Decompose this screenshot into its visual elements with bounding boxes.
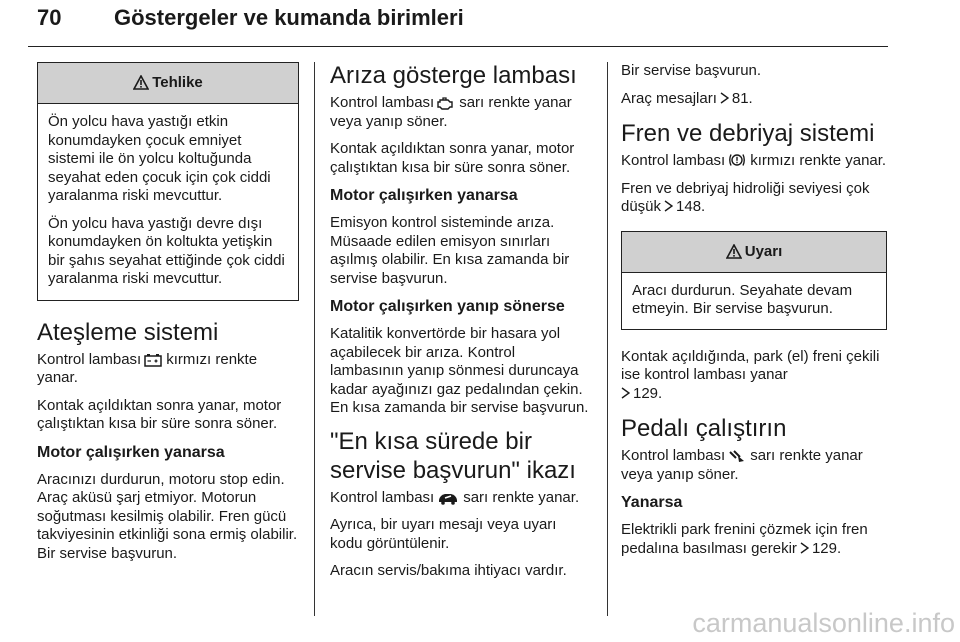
danger-text-1: Ön yolcu hava yastığı etkin konumdayken çocuk emniyet sistemi ile ön yolcu koltuğunda seyahat eden çocuk için çok ciddi yaralanma riski mevcuttur. [48,113,271,204]
pedal-icon [728,449,746,463]
paragraph: Kontak açıldığında, park (el) freni çekili ise kontrol lambası yanar 129. [621,347,880,402]
paragraph: Kontrol lambası kırmızı renkte yanar. [37,350,258,386]
engine-icon [437,96,455,110]
cross-reference-icon [720,92,729,104]
warning-triangle-icon [133,75,149,90]
paragraph: Kontrol lambası sarı renkte yanar. [330,488,580,506]
warning-box [621,231,887,330]
page-header [28,0,888,47]
watermark: carmanualsonline.info [692,608,955,638]
paragraph: Araç mesajları 81. [621,89,753,107]
paragraph: Kontrol lambası kırmızı renkte yanar. [621,152,887,169]
danger-box-header [38,63,298,104]
section-title: Arıza gösterge lambası [330,62,577,89]
paragraph: Aracın servis/bakıma ihtiyacı vardır. [330,562,567,579]
cross-reference-icon [800,542,809,554]
brake-icon [728,152,746,168]
danger-text-2: Ön yolcu hava yastığı devre dışı konumdayken ön koltukta yetişkin bir şahıs seyahat ettiğinde çok ciddi yaralanma riski mevcuttur. [48,214,285,287]
paragraph: Kontrol lambası sarı renkte yanar veya yanıp söner. [621,447,863,483]
page-number: 70 [37,5,62,30]
section-title: Ateşleme sistemi [37,318,219,346]
paragraph: Bir servise başvurun. [621,62,762,79]
paragraph: Aracınızı durdurun, motoru stop edin. Araç aküsü şarj etmiyor. Motorun soğutması kesilmiş olabilir. Fren gücü takviyesinin etkinliği sona ermiş olabilir. Bir servise başvurun. [37,470,298,562]
wrench-car-icon [437,491,459,505]
danger-box-title: Tehlike [152,74,203,91]
paragraph: Fren ve debriyaj hidroliği seviyesi çok düşük 148. [621,179,870,215]
subsection-title: Yanarsa [621,494,683,511]
section-title: Pedalı çalıştırın [621,415,787,442]
cross-reference-icon [621,387,630,399]
subsection-title: Motor çalışırken yanarsa [37,443,225,461]
page-title: Göstergeler ve kumanda birimleri [114,5,464,30]
warning-box-header [622,232,886,273]
paragraph: Kontak açıldıktan sonra yanar, motor çalıştıktan kısa bir süre sonra söner. [330,140,575,176]
paragraph: Elektrikli park frenini çözmek için fren pedalına basılması gerekir 129. [621,521,868,557]
column-2 [330,62,592,590]
danger-box [37,62,299,301]
section-title: Fren ve debriyaj sistemi [621,120,875,147]
paragraph: Kontrol lambası sarı renkte yanar veya yanıp söner. [330,94,572,130]
paragraph: Katalitik konvertörde bir hasara yol açabilecek bir arıza. Kontrol lambasının yanıp sönmesi duruncaya kadar ayağınızı gaz pedalından çekin. En kısa zamanda bir servise başvurun. [330,325,589,416]
subsection-title: Motor çalışırken yanıp sönerse [330,298,565,315]
battery-icon [144,353,162,367]
section-title: "En kısa sürede bir servise başvurun" ikazı [330,427,576,484]
cross-reference-icon [664,200,673,212]
column-3 [621,62,887,567]
subsection-title: Motor çalışırken yanarsa [330,187,518,204]
column-divider [607,62,608,616]
column-divider [314,62,315,616]
paragraph: Emisyon kontrol sisteminde arıza. Müsaade edilen emisyon sınırları aşılmış olabilir. En kısa zamanda bir servise başvurun. [330,214,570,287]
paragraph: Ayrıca, bir uyarı mesajı veya uyarı kodu görüntülenir. [330,516,557,552]
warning-box-title: Uyarı [744,242,783,260]
column-1 [37,62,299,572]
warning-triangle-icon [726,244,742,259]
warning-text: Aracı durdurun. Seyahate devam etmeyin. Bir servise başvurun. [632,281,853,317]
paragraph: Kontak açıldıktan sonra yanar, motor çalıştıktan kısa bir süre sonra söner. [37,396,282,432]
